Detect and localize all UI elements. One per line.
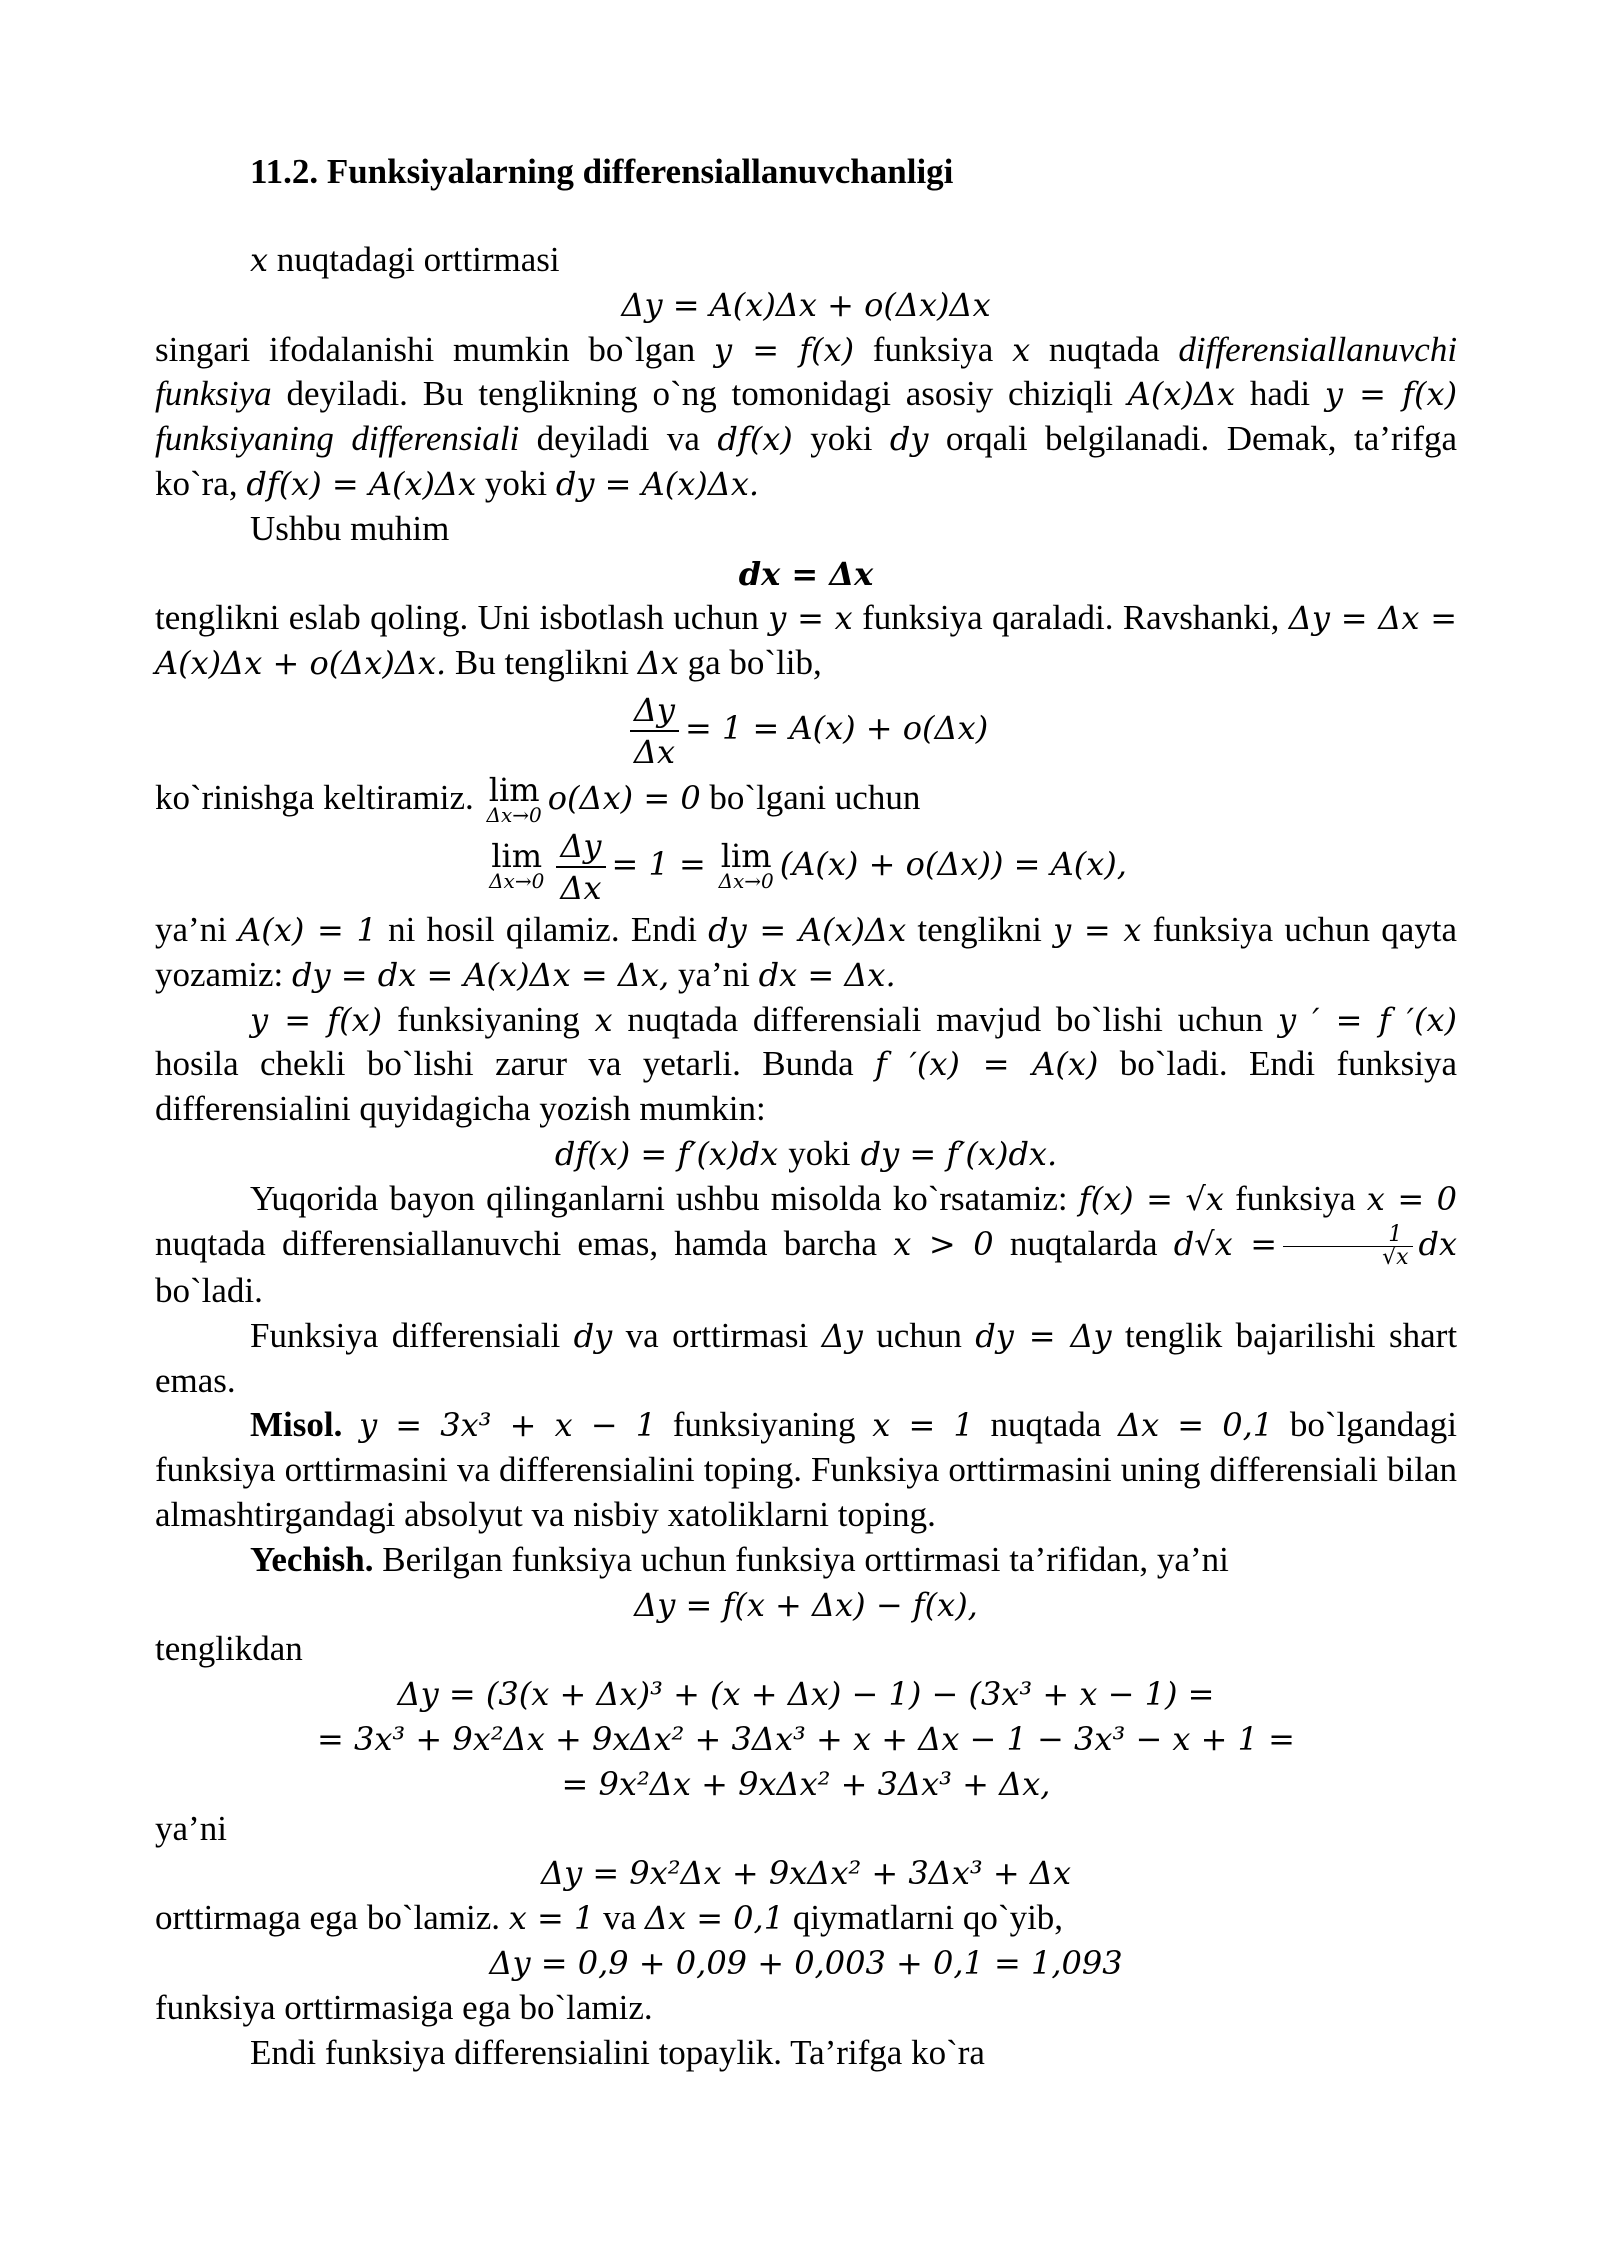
limit-operator: lim Δx→0 (718, 836, 774, 893)
equation-expansion-line-1: Δy = (3(x + Δx)³ + (x + Δx) − 1) − (3x³ + x − 1) = (397, 1675, 1215, 1714)
equation-expansion-line-2: = 3x³ + 9x²Δx + 9xΔx² + 3Δx³ + x + Δx − 1 − 3x³ − x + 1 = (317, 1719, 1295, 1758)
limit-operator: lim Δx→0 (486, 770, 542, 827)
paragraph-substitution: orttirmaga ega bo`lamiz. x = 1 va Δx = 0,1 qiymatlarni qo`yib, (155, 1898, 1064, 1938)
equation-increment-definition: Δy = f(x + Δx) − f(x), (634, 1585, 978, 1624)
limit-operator: lim Δx→0 (489, 836, 545, 893)
page-content (155, 150, 1457, 2075)
equation-numeric-increment: Δy = 0,9 + 0,09 + 0,003 + 0,1 = 1,093 (489, 1943, 1123, 1982)
equation-dx-equals-delta-x: dx = Δx (738, 554, 874, 593)
paragraph-increment-intro: x nuqtadagi orttirmasi (250, 240, 560, 279)
equation-increment: Δy = A(x)Δx + o(Δx)Δx (621, 285, 991, 324)
paragraph-derivative: y = f(x) funksiyaning x nuqtada differensiali mavjud bo`lishi uchun y ′ = f ′(x) hosila chekli bo`lishi zarur va yetarli. Bunda f ′(x) = A(x) bo`ladi. Endi funksiya differensialini quyidagicha yozish mumkin: (155, 999, 1458, 1129)
fraction-dy-dx: $\frac{\Delta y}{\Delta x}$ (630, 690, 679, 772)
fraction-dy-dx: $\frac{\Delta y}{\Delta x}$ (556, 826, 605, 908)
paragraph-solution: Yechish. Berilgan funksiya uchun funksiya orttirmasi ta’rifidan, ya’ni (250, 1539, 1229, 1579)
section-heading: 11.2. Funksiyalarning differensiallanuvchanligi (250, 152, 954, 191)
paragraph-increment-obtained: funksiya orttirmasiga ega bo`lamiz. (155, 1987, 653, 2027)
paragraph-from-equality: tenglikdan (155, 1629, 303, 1669)
paragraph-example: Misol. y = 3x³ + x − 1 funksiyaning x = 1 nuqtada Δx = 0,1 bo`lgandagi funksiya orttirmasini va differensialini toping. Funksiya orttirmasini uning differensiali bilan almashtirgandagi absolyut va nisbiy xatoliklarni toping. (155, 1405, 1458, 1534)
equation-limit: lim Δx→0 $\frac{\Delta y}{\Delta x}$ = 1 = lim Δx→0 (A(x) + o(Δx)) = A(x), (489, 826, 1127, 907)
equation-differential: df(x) = f′(x)dx yoki dy = f′(x)dx. (554, 1133, 1058, 1173)
paragraph-find-differential: Endi funksiya differensialini topaylik. Ta’rifga ko`ra (250, 2032, 985, 2072)
fraction-one-over-sqrt-x: $\frac{1}{√x}$ (1283, 1224, 1412, 1269)
equation-increment-result: Δy = 9x²Δx + 9xΔx² + 3Δx³ + Δx (540, 1854, 1072, 1893)
paragraph-limit: ko`rinishga keltiramiz. lim Δx→0 o(Δx) = 0 bo`lgani uchun (155, 770, 921, 827)
paragraph-that-is: ya’ni (155, 1808, 227, 1848)
paragraph-important: Ushbu muhim (250, 508, 450, 548)
paragraph-definition: singari ifodalanishi mumkin bo`lgan y = f(x) funksiya x nuqtada differensiallanuvchi funksiya deyiladi. Bu tenglikning o`ng tomonidagi asosiy chiziqli A(x)Δx hadi y = f(x) funksiyaning differensiali deyiladi va df(x) yoki dy orqali belgilanadi. Demak, ta’rifga ko`ra, df(x) = A(x)Δx yoki dy = A(x)Δx. (155, 329, 1458, 503)
paragraph-conclusion: ya’ni A(x) = 1 ni hosil qilamiz. Endi dy = A(x)Δx tenglikni y = x funksiya uchun qayta yozamiz: dy = dx = A(x)Δx = Δx, ya’ni dx = Δx. (155, 909, 1457, 994)
paragraph-proof: tenglikni eslab qoling. Uni isbotlash uchun y = x funksiya qaraladi. Ravshanki, Δy = Δx = A(x)Δx + o(Δx)Δx. Bu tenglikni Δx ga bo`lib, (155, 598, 1458, 683)
paragraph-sqrt-example: Yuqorida bayon qilinganlarni ushbu misolda ko`rsatamiz: f(x) = √x funksiya x = 0 nuqtada differensiallanuvchi emas, hamda barcha x > 0 nuqtalarda d√x = $\frac{1}{√x}$ dx bo`ladi. (155, 1178, 1458, 1310)
equation-expansion-line-3: = 9x²Δx + 9xΔx² + 3Δx³ + Δx, (561, 1764, 1051, 1803)
equation-ratio: $\frac{\Delta y}{\Delta x}$ = 1 = A(x) + o(Δx) (155, 690, 1457, 772)
paragraph-note: Funksiya differensiali dy va orttirmasi Δy uchun dy = Δy tenglik bajarilishi shart emas. (155, 1315, 1458, 1400)
